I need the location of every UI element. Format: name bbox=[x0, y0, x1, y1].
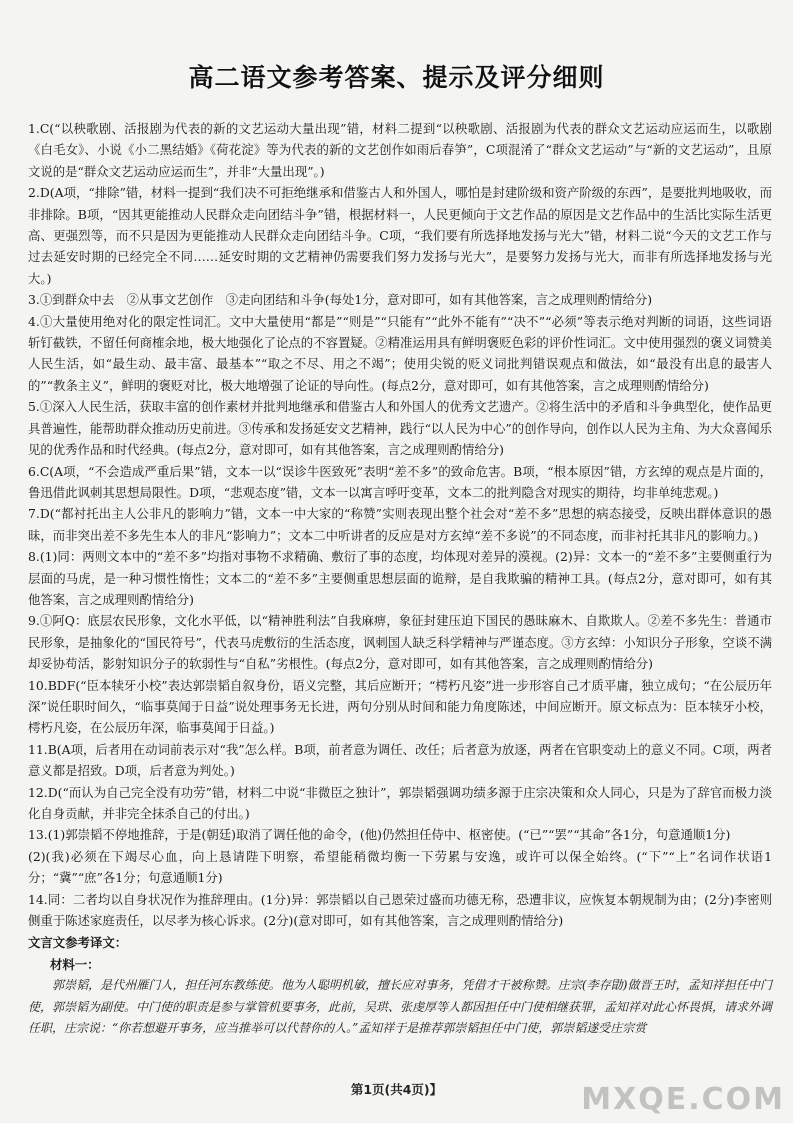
answer-item-6: 6.C(A项，“不会造成严重后果”错，文本一以“误诊牛医致死”表明“差不多”的致命危害。B项，“根本原因”错，方玄绰的观点是片面的，鲁迅借此讽刺其思想局限性。D项，“悲观态度”错，文本一以寓言呼吁变革，文本二的批判隐含对现实的期待，均非单纯悲观。) bbox=[28, 463, 772, 500]
answer-item-14: 14.同：二者均以自身状况作为推辞理由。(1分)异：郭崇韬以自己恩荣过盛而功德无称，恐遭非议，应恢复本朝规制为由；(2分)李密则侧重于陈述家庭责任，以尽孝为核心诉求。(2分)(意对即可，如有其他答案，言之成理则酌情给分) bbox=[28, 891, 772, 929]
answer-item-7: 7.D(“都衬托出主人公非凡的影响力”错，文本一中大家的“称赞”实则表现出整个社会对“差不多”思想的病态接受，反映出群体意识的愚昧，而非突出差不多先生本人的非凡“影响力”；文本二中听讲者的反应是对方玄绰“差不多说”的不同态度，而非衬托其非凡的影响力。) bbox=[28, 506, 772, 543]
answer-item-13: 13.(1)郭崇韬不停地推辞，于是(朝廷)取消了调任他的命令，(他)仍然担任侍中、枢密使。(“已”“罢”“其命”各1分，句意通顺1分) (2)(我)必须在下竭尽心血，向上恳请陛下明察，希望能稍微均衡一下劳累与安逸，或许可以保全始终。(“下”“上”名词作状语1分；“冀”“庶”各1分；句意通顺1分) bbox=[28, 827, 772, 886]
answer-item-3: 3.①到群众中去 ②从事文艺创作 ③走向团结和斗争(每处1分，意对即可，如有其他答案，言之成理则酌情给分) bbox=[28, 292, 653, 308]
answer-item-11: 11.B(A项，后者用在动词前表示对“我”怎么样。B项，前者意为调任、改任；后者意为放逐，两者在官职变动上的意义不同。C项，两者意义都是招致。D项，后者意为判处。) bbox=[28, 741, 772, 779]
answer-content bbox=[28, 118, 772, 1039]
answer-item-10: 10.BDF(“臣本犊牙小校”表达郭崇韬自叙身份，语义完整，其后应断开；“樗朽凡姿”进一步形容自己才质平庸，独立成句；“在公辰历年深”说任职时间久，“临事莫闻于日益”说处理事务无长进，两句分别从时间和能力角度陈述，中间应断开。原文标点为：臣本犊牙小校，樗朽凡姿，在公辰历年深，临事莫闻于日益。) bbox=[28, 677, 772, 736]
answer-item-5: 5.①深入人民生活，获取丰富的创作素材并批判地继承和借鉴古人和外国人的优秀文艺遗产。②将生活中的矛盾和斗争典型化，使作品更具普遍性，能帮助群众推动历史前进。③传承和发扬延安文艺精神，践行“以人民为中心”的创作导向，创作以人民为主角、为大众喜闻乐见的优秀作品和时代经典。(每点2分，意对即可，如有其他答案，言之成理则酌情给分) bbox=[28, 399, 772, 458]
page-footer: 第1页(共4页)】 bbox=[350, 1082, 443, 1097]
translation-heading: 文言文参考译文： bbox=[28, 935, 128, 951]
answer-item-8: 8.(1)同：两则文本中的“差不多”均指对事物不求精确、敷衍了事的态度，均体现对差异的漠视。(2)异：文本一的“差不多”主要侧重行为层面的马虎，是一种习惯性惰性；文本二的“差不多”主要侧重思想层面的诡辩，是自我欺骗的精神工具。(每点2分，意对即可，如有其他答案，言之成理则酌情给分) bbox=[28, 549, 772, 607]
answer-item-9: 9.①阿Q：底层农民形象，文化水平低，以“精神胜利法”自我麻痹，象征封建压迫下国民的愚昧麻木、自欺欺人。②差不多先生：普通市民形象，是抽象化的“国民符号”，代表马虎敷衍的生活态度，讽刺国人缺乏科学精神与严谨态度。③方玄绰：小知识分子形象，空谈不满却妥协苟活，影射知识分子的软弱性与“自私”劣根性。(每点2分，意对即可，如有其他答案，言之成理则酌情给分) bbox=[28, 613, 772, 672]
answer-item-4: 4.①大量使用绝对化的限定性词汇。文中大量使用“都是”“则是”“只能有”“此外不能有”“决不”“必须”等表示绝对判断的词语，这些词语斩钉截铁，不留任何商榷余地，极大地强化了论点的不容置疑。②精准运用具有鲜明褒贬色彩的评价性词汇。文中使用强烈的褒义词赞美人民生活，如“最生动、最丰富、最基本”“取之不尽、用之不竭”；使用尖锐的贬义词批判错误观点和做法，如“最没有出息的最害人的”“教条主义”，鲜明的褒贬对比，极大地增强了论证的导向性。(每点2分，意对即可，如有其他答案，言之成理则酌情给分) bbox=[28, 313, 772, 393]
answer-item-1: 1.C(“以秧歌剧、活报剧为代表的新的文艺运动大量出现”错，材料二提到“以秧歌剧、活报剧为代表的群众文艺运动应运而生，以歌剧《白毛女》、小说《小二黑结婚》《荷花淀》等为代表的新的文艺创作如雨后春笋”，C项混淆了“群众文艺运动”与“新的文艺运动”，且原文说的是“群众文艺运动应运而生”，并非“大量出现”。) bbox=[28, 121, 772, 179]
watermark-logo: MXQE.COM bbox=[581, 1082, 785, 1117]
answer-item-2: 2.D(A项，“排除”错，材料一提到“我们决不可拒绝继承和借鉴古人和外国人，哪怕是封建阶级和资产阶级的东西”，是要批判地吸收，而非排除。B项，“因其更能推动人民群众走向团结斗争”错，根据材料一，人民更倾向于文艺作品的原因是文艺作品中的生活比实际生活更高、更强烈等，而不只是因为更能推动人民群众走向团结斗争。C项，“我们要有所选择地发扬与光大”错，材料二说“今天的文艺工作与过去延安时期的已经完全不同……延安时期的文艺精神仍需要我们努力发扬与光大”，是要努力发扬与光大，而非有所选择地发扬与光大。) bbox=[28, 185, 772, 286]
translation-text: 郭崇韬，是代州雁门人，担任河东教练使。他为人聪明机敏，擅长应对事务，凭借才干被称赞。庄宗(李存勖)做晋王时，孟知祥担任中门使，郭崇韬为副使。中门使的职责是参与掌管机要事务，此前，吴珙、张虔厚等人都因担任中门使相继获罪，孟知祥对此心怀畏惧，请求外调任职，庄宗说：“你若想避开事务，应当推举可以代替你的人。”孟知祥于是推荐郭崇韬担任中门使，郭崇韬遂受庄宗赏 bbox=[28, 978, 773, 1036]
page-title: 高二语文参考答案、提示及评分细则 bbox=[188, 63, 605, 92]
answer-item-12: 12.D(“而认为自己完全没有功劳”错，材料二中说“非微臣之独计”，郭崇韬强调功绩多源于庄宗决策和众人同心，只是为了辞官而极力淡化自身贡献，并非完全抹杀自己的付出。) bbox=[28, 784, 772, 821]
translation-subheading: 材料一： bbox=[50, 956, 100, 972]
